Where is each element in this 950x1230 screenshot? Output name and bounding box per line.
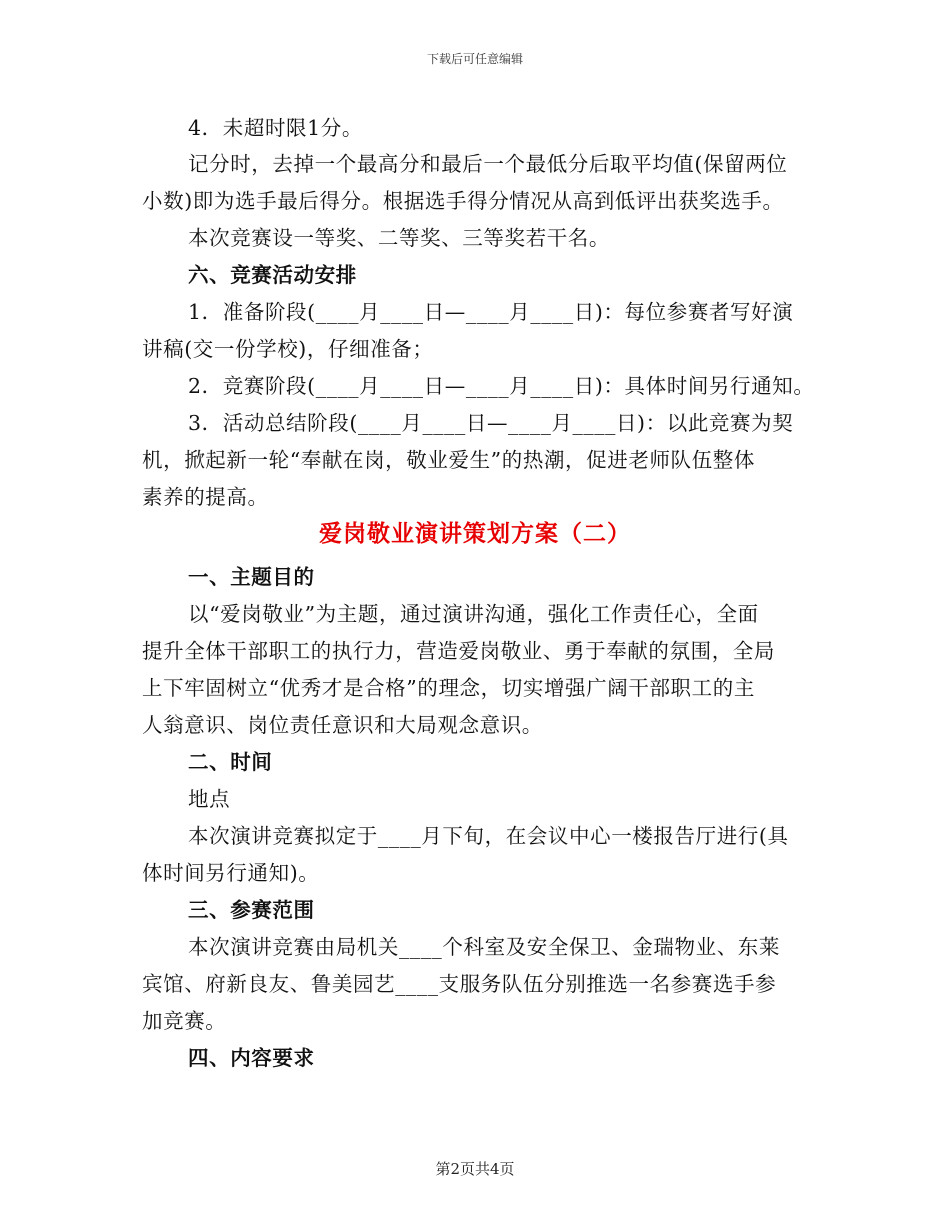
paragraph-line: 本次演讲竞赛拟定于____月下旬，在会议中心一楼报告厅进行(具	[188, 824, 789, 848]
section-heading: 三、参赛范围	[188, 898, 315, 922]
paragraph-line: 机，掀起新一轮“奉献在岗，敬业爱生”的热潮，促进老师队伍整体	[142, 448, 755, 472]
schedule-item-3: 3．活动总结阶段(____月____日—____月____日)：以此竞赛为契	[188, 411, 794, 435]
page-footer: 第2页共4页	[435, 1160, 515, 1178]
rule-item-4: 4．未超时限1分。	[188, 116, 363, 140]
paragraph-line: 人翁意识、岗位责任意识和大局观念意识。	[142, 713, 543, 737]
paragraph-line: 上下牢固树立“优秀才是合格”的理念，切实增强广阔干部职工的主	[142, 676, 755, 700]
schedule-item-1: 1．准备阶段(____月____日—____月____日)：每位参赛者写好演	[188, 300, 794, 324]
paragraph-line: 素养的提高。	[142, 485, 269, 509]
paragraph-line: 提升全体干部职工的执行力，营造爱岗敬业、勇于奉献的氛围，全局	[142, 639, 775, 663]
paragraph-line: 地点	[188, 787, 231, 811]
paragraph-line: 讲稿(交一份学校)，仔细准备；	[142, 337, 434, 361]
paragraph-line: 记分时，去掉一个最高分和最后一个最低分后取平均值(保留两位	[188, 152, 788, 176]
section-heading: 一、主题目的	[188, 565, 315, 589]
paragraph-line: 小数)即为选手最后得分。根据选手得分情况从高到低评出获奖选手。	[142, 189, 784, 213]
schedule-item-2: 2．竞赛阶段(____月____日—____月____日)：具体时间另行通知。	[188, 374, 815, 398]
paragraph-line: 宾馆、府新良友、鲁美园艺____支服务队伍分别推选一名参赛选手参	[142, 972, 777, 996]
paragraph-line: 本次竞赛设一等奖、二等奖、三等奖若干名。	[188, 226, 610, 250]
page-header: 下载后可任意编辑	[426, 52, 523, 66]
paragraph-line: 体时间另行通知)。	[142, 861, 320, 885]
paragraph-line: 加竞赛。	[142, 1009, 227, 1033]
section-heading: 二、时间	[188, 750, 273, 774]
document-title: 爱岗敬业演讲策划方案（二）	[319, 520, 631, 547]
section-heading: 四、内容要求	[188, 1046, 315, 1070]
section-heading: 六、竞赛活动安排	[188, 263, 357, 287]
paragraph-line: 本次演讲竞赛由局机关____个科室及安全保卫、金瑞物业、东莱	[188, 935, 780, 959]
paragraph-line: 以“爱岗敬业”为主题，通过演讲沟通，强化工作责任心，全面	[188, 602, 759, 626]
